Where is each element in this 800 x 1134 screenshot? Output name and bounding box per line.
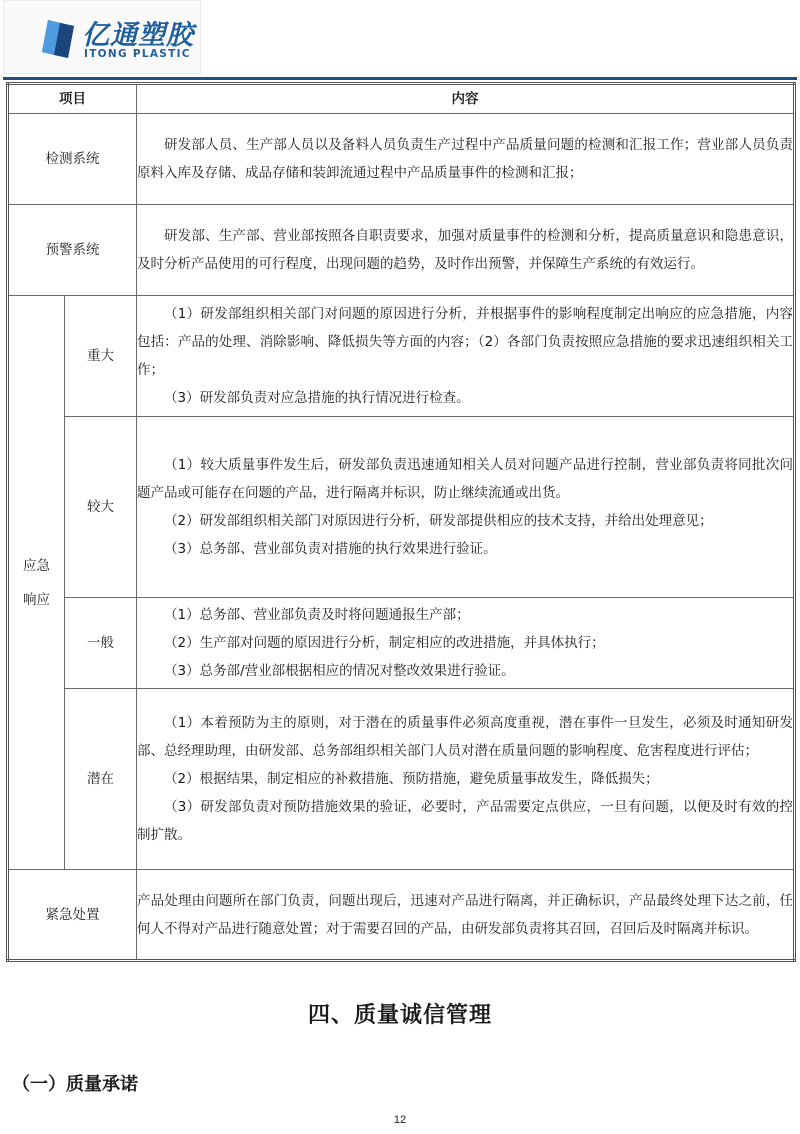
response-label-line-2: 响应: [23, 591, 50, 608]
row-label-emergency: 紧急处置: [8, 870, 137, 961]
subsection-title: （一）质量承诺: [12, 1074, 138, 1095]
quality-response-table: [6, 82, 796, 962]
row-content-general: [137, 598, 795, 689]
response-label-line-1: 应急: [23, 557, 50, 574]
section-title: 四、质量诚信管理: [307, 1003, 492, 1028]
row-label-detect: 检测系统: [8, 114, 137, 205]
sub-label-major: 重大: [65, 296, 137, 417]
row-content-emergency: [137, 870, 795, 961]
content-line: （3）总务部、营业部负责对措施的执行效果进行验证。: [164, 541, 497, 557]
content-line: （3）总务部/营业部根据相应的情况对整改效果进行验证。: [164, 663, 515, 679]
content-line: （2）研发部组织相关部门对原因进行分析，研发部提供相应的技术支持，并给出处理意见；: [164, 513, 713, 529]
content-line: （1）本着预防为主的原则，对于潜在的质量事件必须高度重视，潜在事件一旦发生，必须及时通知研发部、总经理助理，由研发部、总务部组织相关部门人员对潜在质量问题的影响程度、危害程度进行评估；: [137, 715, 793, 759]
row-content-latent: [137, 689, 795, 870]
content-line: （2）生产部对问题的原因进行分析，制定相应的改进措施，并具体执行；: [164, 635, 605, 651]
content-line: （1）总务部、营业部负责及时将问题通报生产部；: [164, 607, 470, 623]
header-content: 内容: [137, 84, 795, 114]
row-content-major: [137, 296, 795, 417]
row-content-large: [137, 417, 795, 598]
sub-label-large: 较大: [65, 417, 137, 598]
logo-english-name: ITONG PLASTIC: [84, 48, 191, 60]
content-line: 产品处理由问题所在部门负责，问题出现后，迅速对产品进行隔离，并正确标识，产品最终处理下达之前，任何人不得对产品进行随意处置；对于需要召回的产品，由研发部负责将其召回，召回后及时隔离并标识。: [137, 892, 793, 937]
table-header-row: [8, 84, 795, 114]
row-label-warn: 预警系统: [8, 205, 137, 296]
table-row-large: [8, 417, 795, 598]
company-logo: [3, 0, 201, 74]
page-number: 12: [393, 1114, 407, 1126]
header-divider: [3, 77, 797, 80]
table-row-general: [8, 598, 795, 689]
content-line: （1）较大质量事件发生后，研发部负责迅速通知相关人员对问题产品进行控制，营业部负责将同批次问题产品或可能存在问题的产品，进行隔离并标识，防止继续流通或出货。: [137, 457, 793, 501]
content-line: 研发部、生产部、营业部按照各自职责要求，加强对质量事件的检测和分析，提高质量意识和隐患意识，及时分析产品使用的可行程度，出现问题的趋势，及时作出预警，并保障生产系统的有效运行。: [137, 228, 793, 272]
sub-label-general: 一般: [65, 598, 137, 689]
logo-chinese-name: 亿通塑胶: [82, 20, 194, 51]
content-line: （1）研发部组织相关部门对问题的原因进行分析，并根据事件的影响程度制定出响应的应急措施，内容包括：产品的处理、消除影响、降低损失等方面的内容；（2）各部门负责按照应急措施的要求迅速组织相关工作；: [137, 306, 793, 378]
content-line: 研发部人员、生产部人员以及备料人员负责生产过程中产品质量问题的检测和汇报工作；营业部人员负责原料入库及存储、成品存储和装卸流通过程中产品质量事件的检测和汇报；: [137, 137, 793, 181]
header-item: 项目: [8, 84, 137, 114]
row-label-response: [8, 296, 65, 870]
row-content-detect: [137, 114, 795, 205]
table-row-latent: [8, 689, 795, 870]
table-row-detect: [8, 114, 795, 205]
table-row-warn: [8, 205, 795, 296]
logo-mark-icon: [38, 18, 78, 60]
content-line: （3）研发部负责对应急措施的执行情况进行检查。: [164, 390, 470, 406]
content-line: （2）根据结果，制定相应的补救措施、预防措施，避免质量事故发生，降低损失；: [164, 771, 659, 787]
row-content-warn: [137, 205, 795, 296]
table-row-emergency: [8, 870, 795, 961]
sub-label-latent: 潜在: [65, 689, 137, 870]
table-row-major: [8, 296, 795, 417]
content-line: （3）研发部负责对预防措施效果的验证，必要时，产品需要定点供应，一旦有问题，以便及时有效的控制扩散。: [137, 799, 793, 843]
